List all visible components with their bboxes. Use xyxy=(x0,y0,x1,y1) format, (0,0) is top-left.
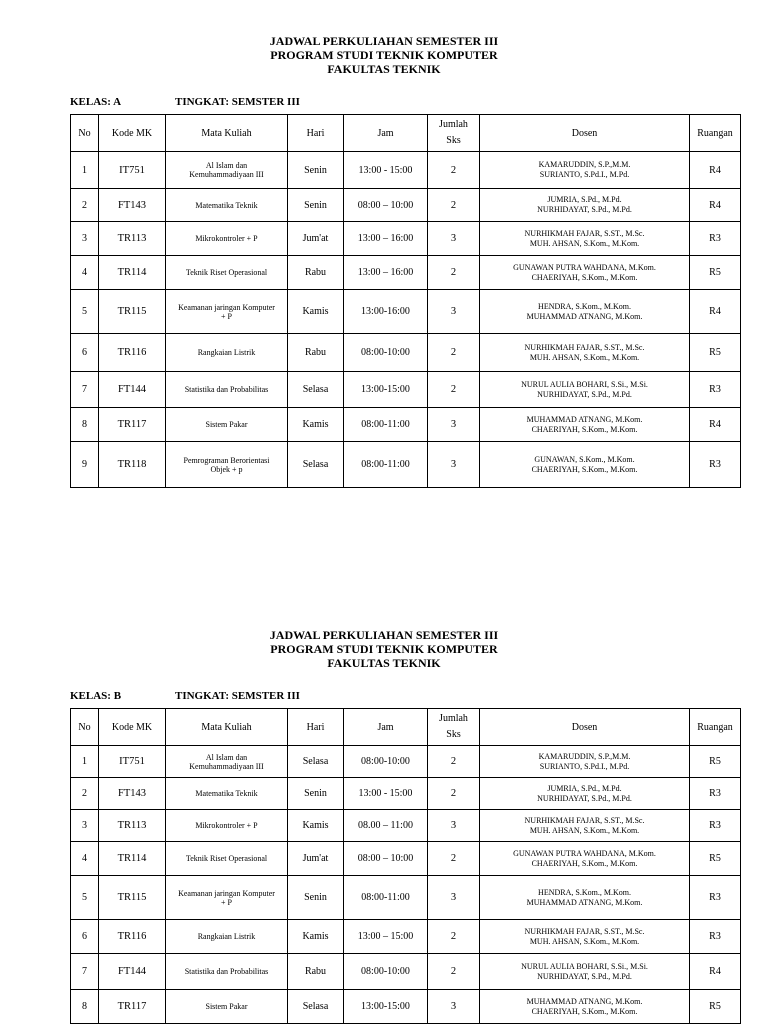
cell-lecturers xyxy=(480,810,690,842)
course-name-line: Sistem Pakar xyxy=(205,1002,248,1011)
lecturer-line: SURIANTO, S.Pd.I., M.Pd. xyxy=(539,170,630,179)
cell-credits: 3 xyxy=(428,442,480,488)
col-header-dosen: Dosen xyxy=(480,115,690,152)
cell-credits: 2 xyxy=(428,954,480,990)
lecturer-line: KAMARUDDIN, S.P.,M.M. xyxy=(538,751,631,761)
cell-room: R4 xyxy=(690,954,741,990)
class-info xyxy=(0,96,768,112)
cell-room: R4 xyxy=(690,152,741,189)
cell-room: R3 xyxy=(690,876,741,920)
course-name-line: Mikrokontroler + P xyxy=(195,234,258,243)
cell-lecturers xyxy=(480,334,690,372)
cell-time: 08:00-11:00 xyxy=(344,876,428,920)
cell-course-code: IT751 xyxy=(99,746,166,778)
col-header-hari: Hari xyxy=(288,115,344,152)
cell-credits: 2 xyxy=(428,920,480,954)
cell-day: Selasa xyxy=(288,442,344,488)
lecturer-line: MUHAMMAD ATNANG, M.Kom. xyxy=(526,311,643,321)
lecturer-line: CHAERIYAH, S.Kom., M.Kom. xyxy=(531,1006,638,1016)
course-name-line: Kemuhammadiyaan III xyxy=(189,170,264,179)
cell-course-code: TR115 xyxy=(99,290,166,334)
level-label: TINGKAT: SEMSTER III xyxy=(175,690,300,702)
header-line-2: PROGRAM STUDI TEKNIK KOMPUTER xyxy=(270,642,498,656)
cell-credits: 2 xyxy=(428,189,480,222)
cell-time: 08:00-10:00 xyxy=(344,954,428,990)
col-header-kode: Kode MK xyxy=(99,709,166,746)
cell-credits: 2 xyxy=(428,746,480,778)
lecturer-line: NURUL AULIA BOHARI, S.Si., M.Si. xyxy=(521,379,648,389)
cell-credits: 2 xyxy=(428,372,480,408)
lecturer-line: NURHIDAYAT, S.Pd., M.Pd. xyxy=(537,389,632,399)
cell-day: Kamis xyxy=(288,810,344,842)
cell-lecturers xyxy=(480,442,690,488)
col-header-sks-line-1: Jumlah xyxy=(439,713,468,724)
cell-day: Senin xyxy=(288,152,344,189)
cell-no: 1 xyxy=(71,746,99,778)
lecturer-line: CHAERIYAH, S.Kom., M.Kom. xyxy=(531,464,638,474)
cell-no: 7 xyxy=(71,372,99,408)
lecturer-line: KAMARUDDIN, S.P.,M.M. xyxy=(538,160,631,169)
course-name-line: Keamanan jaringan Komputer xyxy=(178,302,275,312)
lecturer-line: NURHIKMAH FAJAR, S.ST., M.Sc. xyxy=(524,228,645,238)
table-row xyxy=(71,842,741,876)
col-header-no: No xyxy=(71,709,99,746)
cell-course-code: FT144 xyxy=(99,372,166,408)
col-header-sks xyxy=(428,115,480,152)
lecturer-line: MUH. AHSAN, S.Kom., M.Kom. xyxy=(529,825,640,835)
lecturer-line: NURHIDAYAT, S.Pd., M.Pd. xyxy=(537,205,632,214)
level-label: TINGKAT: SEMSTER III xyxy=(175,96,300,108)
table-row xyxy=(71,746,741,778)
cell-room: R5 xyxy=(690,990,741,1024)
cell-course-code: IT751 xyxy=(99,152,166,189)
lecturer-line: HENDRA, S.Kom., M.Kom. xyxy=(538,887,631,897)
cell-time: 13:00 – 16:00 xyxy=(344,222,428,256)
cell-lecturers xyxy=(480,290,690,334)
cell-credits: 2 xyxy=(428,778,480,810)
lecturer-line: CHAERIYAH, S.Kom., M.Kom. xyxy=(531,424,638,434)
cell-day: Kamis xyxy=(288,408,344,442)
cell-no: 5 xyxy=(71,876,99,920)
cell-course-name xyxy=(166,746,288,778)
cell-course-name xyxy=(166,810,288,842)
cell-time: 13:00 – 16:00 xyxy=(344,256,428,290)
class-label: KELAS: A xyxy=(70,96,122,108)
cell-lecturers xyxy=(480,954,690,990)
cell-day: Rabu xyxy=(288,256,344,290)
course-name-line: Sistem Pakar xyxy=(205,420,248,429)
col-header-sks-line-2: Sks xyxy=(446,135,461,146)
cell-room: R5 xyxy=(690,746,741,778)
cell-course-name xyxy=(166,920,288,954)
cell-lecturers xyxy=(480,189,690,222)
cell-lecturers xyxy=(480,842,690,876)
cell-course-code: TR118 xyxy=(99,442,166,488)
lecturer-line: CHAERIYAH, S.Kom., M.Kom. xyxy=(531,858,638,868)
cell-course-code: FT143 xyxy=(99,778,166,810)
cell-lecturers xyxy=(480,920,690,954)
cell-course-code: TR116 xyxy=(99,920,166,954)
lecturer-line: MUH. AHSAN, S.Kom., M.Kom. xyxy=(529,352,640,362)
class-info xyxy=(0,690,768,706)
cell-course-code: FT144 xyxy=(99,954,166,990)
cell-course-code: TR115 xyxy=(99,876,166,920)
cell-room: R4 xyxy=(690,290,741,334)
cell-day: Senin xyxy=(288,189,344,222)
col-header-sks-line-2: Sks xyxy=(446,729,461,740)
col-header-no: No xyxy=(71,115,99,152)
cell-course-name xyxy=(166,189,288,222)
cell-course-code: TR114 xyxy=(99,842,166,876)
cell-day: Selasa xyxy=(288,746,344,778)
lecturer-line: NURHIKMAH FAJAR, S.ST., M.Sc. xyxy=(524,342,645,352)
cell-credits: 2 xyxy=(428,842,480,876)
col-header-sks-line-1: Jumlah xyxy=(439,119,468,130)
cell-room: R4 xyxy=(690,189,741,222)
cell-course-name xyxy=(166,954,288,990)
table-row xyxy=(71,442,741,488)
cell-room: R5 xyxy=(690,842,741,876)
col-header-hari: Hari xyxy=(288,709,344,746)
col-header-ruang: Ruangan xyxy=(690,115,741,152)
cell-no: 3 xyxy=(71,222,99,256)
cell-course-code: TR116 xyxy=(99,334,166,372)
header-line-1: JADWAL PERKULIAHAN SEMESTER III xyxy=(269,628,499,642)
cell-course-name xyxy=(166,876,288,920)
lecturer-line: MUHAMMAD ATNANG, M.Kom. xyxy=(526,414,643,424)
cell-no: 2 xyxy=(71,189,99,222)
cell-credits: 2 xyxy=(428,334,480,372)
lecturer-line: SURIANTO, S.Pd.I., M.Pd. xyxy=(539,761,630,771)
cell-no: 4 xyxy=(71,842,99,876)
cell-course-name xyxy=(166,842,288,876)
schedule-section-a xyxy=(0,34,768,488)
cell-credits: 3 xyxy=(428,876,480,920)
cell-room: R3 xyxy=(690,778,741,810)
cell-lecturers xyxy=(480,990,690,1024)
header-line-3: FAKULTAS TEKNIK xyxy=(327,62,441,76)
lecturer-line: NURHIKMAH FAJAR, S.ST., M.Sc. xyxy=(524,926,645,936)
cell-time: 13:00-15:00 xyxy=(344,372,428,408)
cell-day: Kamis xyxy=(288,290,344,334)
cell-course-code: TR114 xyxy=(99,256,166,290)
cell-room: R3 xyxy=(690,920,741,954)
cell-course-code: TR117 xyxy=(99,408,166,442)
lecturer-line: GUNAWAN PUTRA WAHDANA, M.Kom. xyxy=(513,848,656,858)
cell-room: R3 xyxy=(690,372,741,408)
cell-no: 8 xyxy=(71,408,99,442)
course-name-line: Kemuhammadiyaan III xyxy=(189,761,264,771)
course-name-line: Al Islam dan xyxy=(205,161,248,170)
lecturer-line: JUMRIA, S.Pd., M.Pd. xyxy=(547,195,622,204)
col-header-dosen: Dosen xyxy=(480,709,690,746)
cell-credits: 3 xyxy=(428,810,480,842)
col-header-mk: Mata Kuliah xyxy=(166,709,288,746)
course-name-line: + P xyxy=(221,311,232,321)
cell-credits: 2 xyxy=(428,152,480,189)
cell-course-code: TR113 xyxy=(99,222,166,256)
table-row xyxy=(71,920,741,954)
cell-no: 2 xyxy=(71,778,99,810)
cell-day: Rabu xyxy=(288,334,344,372)
table-row xyxy=(71,778,741,810)
document-header xyxy=(0,628,768,670)
lecturer-line: HENDRA, S.Kom., M.Kom. xyxy=(538,301,631,311)
cell-lecturers xyxy=(480,372,690,408)
cell-course-name xyxy=(166,290,288,334)
lecturer-line: NURHIDAYAT, S.Pd., M.Pd. xyxy=(537,971,632,981)
cell-course-name xyxy=(166,372,288,408)
lecturer-line: CHAERIYAH, S.Kom., M.Kom. xyxy=(531,272,638,282)
cell-room: R4 xyxy=(690,408,741,442)
table-row xyxy=(71,954,741,990)
course-name-line: Rangkaian Listrik xyxy=(197,348,256,357)
table-row xyxy=(71,256,741,290)
document-header xyxy=(0,34,768,76)
table-row xyxy=(71,334,741,372)
cell-room: R3 xyxy=(690,810,741,842)
cell-day: Selasa xyxy=(288,372,344,408)
table-row xyxy=(71,290,741,334)
cell-course-name xyxy=(166,442,288,488)
schedule-table xyxy=(70,708,741,1024)
lecturer-line: GUNAWAN PUTRA WAHDANA, M.Kom. xyxy=(513,262,656,272)
cell-course-name xyxy=(166,990,288,1024)
cell-course-name xyxy=(166,256,288,290)
cell-day: Selasa xyxy=(288,990,344,1024)
cell-day: Senin xyxy=(288,778,344,810)
cell-course-code: FT143 xyxy=(99,189,166,222)
course-name-line: Matematika Teknik xyxy=(195,789,258,798)
lecturer-line: NURHIDAYAT, S.Pd., M.Pd. xyxy=(537,793,632,803)
cell-course-name xyxy=(166,152,288,189)
table-row xyxy=(71,222,741,256)
table-row xyxy=(71,990,741,1024)
course-name-line: Teknik Riset Operasional xyxy=(185,854,268,863)
table-row xyxy=(71,372,741,408)
cell-room: R3 xyxy=(690,222,741,256)
course-name-line: Rangkaian Listrik xyxy=(197,932,256,941)
cell-time: 13:00-16:00 xyxy=(344,290,428,334)
cell-course-name xyxy=(166,334,288,372)
cell-lecturers xyxy=(480,408,690,442)
header-line-1: JADWAL PERKULIAHAN SEMESTER III xyxy=(269,34,499,48)
cell-no: 5 xyxy=(71,290,99,334)
lecturer-line: GUNAWAN, S.Kom., M.Kom. xyxy=(534,454,635,464)
header-line-2: PROGRAM STUDI TEKNIK KOMPUTER xyxy=(270,48,498,62)
cell-time: 13:00-15:00 xyxy=(344,990,428,1024)
cell-time: 13:00 – 15:00 xyxy=(344,920,428,954)
course-name-line: Teknik Riset Operasional xyxy=(185,268,268,277)
col-header-jam: Jam xyxy=(344,115,428,152)
header-line-3: FAKULTAS TEKNIK xyxy=(327,656,441,670)
schedule-section-b xyxy=(0,628,768,1024)
col-header-sks xyxy=(428,709,480,746)
cell-day: Kamis xyxy=(288,920,344,954)
cell-lecturers xyxy=(480,152,690,189)
course-name-line: Mikrokontroler + P xyxy=(195,821,258,830)
course-name-line: Pemrograman Berorientasi xyxy=(183,455,270,465)
lecturer-line: NURUL AULIA BOHARI, S.Si., M.Si. xyxy=(521,961,648,971)
cell-time: 08.00 – 11:00 xyxy=(344,810,428,842)
cell-time: 08:00 – 10:00 xyxy=(344,189,428,222)
cell-credits: 3 xyxy=(428,222,480,256)
cell-room: R5 xyxy=(690,256,741,290)
cell-day: Rabu xyxy=(288,954,344,990)
table-row xyxy=(71,876,741,920)
course-name-line: Statistika dan Probabilitas xyxy=(184,385,269,394)
cell-time: 08:00-11:00 xyxy=(344,408,428,442)
cell-day: Senin xyxy=(288,876,344,920)
table-row xyxy=(71,152,741,189)
col-header-mk: Mata Kuliah xyxy=(166,115,288,152)
cell-credits: 3 xyxy=(428,990,480,1024)
cell-no: 4 xyxy=(71,256,99,290)
cell-lecturers xyxy=(480,256,690,290)
cell-credits: 2 xyxy=(428,256,480,290)
cell-course-name xyxy=(166,408,288,442)
cell-course-code: TR113 xyxy=(99,810,166,842)
table-header-row xyxy=(71,709,741,746)
cell-no: 6 xyxy=(71,334,99,372)
table-row xyxy=(71,810,741,842)
lecturer-line: MUHAMMAD ATNANG, M.Kom. xyxy=(526,996,643,1006)
cell-no: 9 xyxy=(71,442,99,488)
cell-day: Jum'at xyxy=(288,842,344,876)
col-header-jam: Jam xyxy=(344,709,428,746)
table-header-row xyxy=(71,115,741,152)
col-header-ruang: Ruangan xyxy=(690,709,741,746)
cell-room: R5 xyxy=(690,334,741,372)
cell-no: 8 xyxy=(71,990,99,1024)
cell-course-name xyxy=(166,222,288,256)
cell-time: 08:00 – 10:00 xyxy=(344,842,428,876)
cell-time: 08:00-11:00 xyxy=(344,442,428,488)
cell-room: R3 xyxy=(690,442,741,488)
cell-course-name xyxy=(166,778,288,810)
cell-no: 6 xyxy=(71,920,99,954)
schedule-table xyxy=(70,114,741,488)
course-name-line: + P xyxy=(221,897,232,907)
course-name-line: Statistika dan Probabilitas xyxy=(184,967,269,976)
cell-lecturers xyxy=(480,876,690,920)
cell-credits: 3 xyxy=(428,408,480,442)
lecturer-line: JUMRIA, S.Pd., M.Pd. xyxy=(547,783,622,793)
cell-day: Jum'at xyxy=(288,222,344,256)
table-row xyxy=(71,408,741,442)
class-label: KELAS: B xyxy=(70,690,122,702)
cell-course-code: TR117 xyxy=(99,990,166,1024)
cell-time: 08:00-10:00 xyxy=(344,334,428,372)
course-name-line: Keamanan jaringan Komputer xyxy=(178,888,275,898)
cell-lecturers xyxy=(480,778,690,810)
cell-time: 13:00 - 15:00 xyxy=(344,778,428,810)
cell-lecturers xyxy=(480,222,690,256)
course-name-line: Objek + p xyxy=(210,464,243,474)
col-header-kode: Kode MK xyxy=(99,115,166,152)
table-row xyxy=(71,189,741,222)
lecturer-line: MUHAMMAD ATNANG, M.Kom. xyxy=(526,897,643,907)
cell-time: 08:00-10:00 xyxy=(344,746,428,778)
lecturer-line: NURHIKMAH FAJAR, S.ST., M.Sc. xyxy=(524,815,645,825)
lecturer-line: MUH. AHSAN, S.Kom., M.Kom. xyxy=(529,238,640,248)
cell-lecturers xyxy=(480,746,690,778)
course-name-line: Al Islam dan xyxy=(205,752,248,762)
cell-no: 7 xyxy=(71,954,99,990)
course-name-line: Matematika Teknik xyxy=(195,200,258,210)
cell-time: 13:00 - 15:00 xyxy=(344,152,428,189)
lecturer-line: MUH. AHSAN, S.Kom., M.Kom. xyxy=(529,936,640,946)
cell-no: 1 xyxy=(71,152,99,189)
cell-credits: 3 xyxy=(428,290,480,334)
cell-no: 3 xyxy=(71,810,99,842)
